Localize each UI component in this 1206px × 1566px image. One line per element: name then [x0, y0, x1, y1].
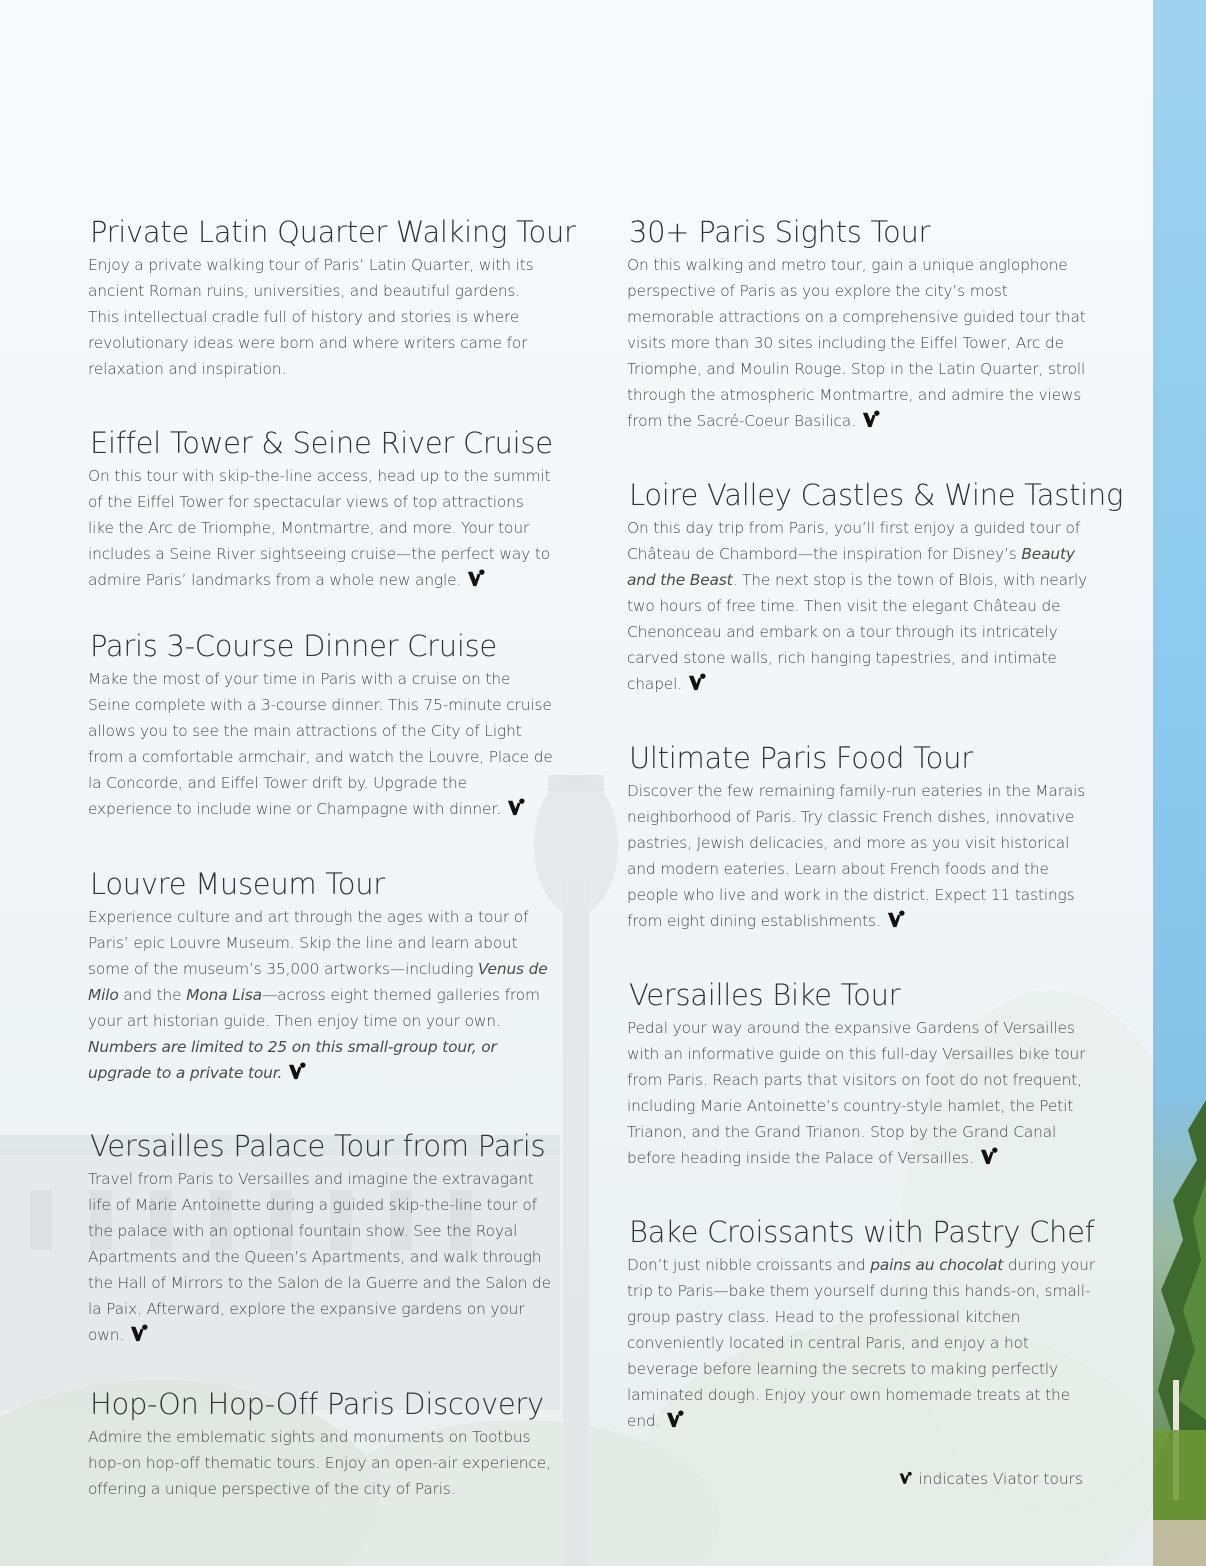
viator-legend [899, 1470, 1083, 1488]
tour-30-paris-sights [627, 212, 1097, 434]
tour-title: Paris 3-Course Dinner Cruise [90, 629, 497, 663]
text-run: Admire the emblematic sights and monuments on Tootbus hop-on hop-off thematic tours. Enjoy an open-air experience, offering a unique perspective of the city of Paris. [88, 1428, 551, 1498]
tour-eiffel-seine [88, 423, 553, 593]
viator-logo-icon [467, 569, 485, 587]
tour-bake-croissants [627, 1212, 1097, 1434]
tour-loire-valley [627, 475, 1124, 697]
tour-description [627, 1015, 1097, 1171]
viator-logo-icon [899, 1471, 912, 1485]
tour-description [88, 1424, 553, 1502]
viator-logo-icon [130, 1324, 148, 1342]
text-run: and the [118, 986, 187, 1004]
photo-strip [1153, 0, 1206, 1566]
tour-title: Private Latin Quarter Walking Tour [90, 215, 576, 249]
text-run: On this tour with skip-the-line access, head up to the summit of the Eiffel Tower for spectacular views of top attractions like the Arc de Triomphe, Montmartre, and more. Your tour includes a Seine River sightseeing cruise—the perfect way to admire Paris’ landmarks from a whole new angle. [88, 467, 551, 589]
text-run: On this walking and metro tour, gain a unique anglophone perspective of Paris as you explore the city’s most memorable attractions on a comprehensive guided tour that visits more than 30 sites including the Eiffel Tower, Arc de Triomphe, and Moulin Rouge. Stop in the Latin Quarter, stroll through the atmospheric Montmartre, and admire the views from the Sacré-Coeur Basilica. [627, 256, 1086, 430]
tour-title: Hop-On Hop-Off Paris Discovery [90, 1387, 544, 1421]
text-run: . The next stop is the town of Blois, with nearly two hours of free time. Then visit the elegant Château de Chenonceau and embark on a tour through its intricately carved stone walls, rich hanging tapestries, and intimate chapel. [627, 571, 1088, 693]
tour-hop-on-hop-off [88, 1384, 553, 1502]
tour-title: Louvre Museum Tour [90, 867, 385, 901]
italic-text: Venus de Milo [88, 960, 548, 1004]
text-run: Don’t just nibble croissants and [627, 1256, 871, 1274]
tour-description [88, 904, 553, 1086]
tour-title: 30+ Paris Sights Tour [629, 215, 931, 249]
italic-text: Mona Lisa [186, 986, 262, 1004]
foliage-image [1153, 0, 1206, 1566]
tour-description [88, 463, 553, 593]
tour-description [88, 1166, 553, 1348]
tour-description [627, 252, 1097, 434]
text-run: Travel from Paris to Versailles and imagine the extravagant life of Marie Antoinette during a guided skip-the-line tour of the palace with an optional fountain show. See the Royal Apartments and the Queen’s Apartments, and walk through the Hall of Mirrors to the Salon de la Guerre and the Salon de la Paix. Afterward, explore the expansive gardens on your own. [88, 1170, 551, 1344]
text-run: Enjoy a private walking tour of Paris’ Latin Quarter, with its ancient Roman ruins, universities, and beautiful gardens. This intellectual cradle full of history and stories is where revolutionary ideas were born and where writers came for relaxation and inspiration. [88, 256, 534, 378]
text-run: Pedal your way around the expansive Gardens of Versailles with an informative guide on this full-day Versailles bike tour from Paris. Reach parts that visitors on foot do not frequent, including Marie Antoinette’s country-style hamlet, the Petit Trianon, and the Grand Trianon. Stop by the Grand Canal before heading inside the Palace of Versailles. [627, 1019, 1086, 1167]
italic-text: pains au chocolat [870, 1256, 1004, 1274]
tour-description [627, 1252, 1097, 1434]
text-run: Experience culture and art through the ages with a tour of Paris’ epic Louvre Museum. Skip the line and learn about some of the museum’s 35,000 artworks—including [88, 908, 529, 978]
tour-description [88, 666, 553, 822]
tour-title: Versailles Bike Tour [629, 978, 901, 1012]
text-run: —across eight themed galleries from your art historian guide. Then enjoy time on your own. [88, 986, 540, 1030]
text-run: during your trip to Paris—bake them yourself during this hands-on, small-group pastry class. Head to the professional kitchen conveniently located in central Paris, and enjoy a hot beverage before learning the secrets to making perfectly laminated dough. Enjoy your own homemade treats at the end. [627, 1256, 1095, 1430]
viator-logo-icon [288, 1062, 306, 1080]
viator-logo-icon [688, 673, 706, 691]
tour-versailles-bike [627, 975, 1097, 1171]
tour-title: Bake Croissants with Pastry Chef [629, 1215, 1095, 1249]
legend-text: indicates Viator tours [918, 1470, 1083, 1488]
viator-logo-icon [666, 1410, 684, 1428]
italic-text: Beauty and the Beast [627, 545, 1075, 589]
text-run: Make the most of your time in Paris with a cruise on the Seine complete with a 3-course dinner. This 75-minute cruise allows you to see the main attractions of the City of Light from a comfortable armchair, and watch the Louvre, Place de la Concorde, and Eiffel Tower drift by. Upgrade the experience to include wine or Champagne with dinner. [88, 670, 553, 818]
tour-louvre [88, 864, 553, 1086]
tour-private-latin-quarter [88, 212, 576, 382]
tour-title: Loire Valley Castles & Wine Tasting [629, 478, 1124, 512]
tour-paris-food [627, 738, 1097, 934]
text-run: On this day trip from Paris, you’ll first enjoy a guided tour of Château de Chambord—the inspiration for Disney’s [627, 519, 1081, 563]
tour-title: Versailles Palace Tour from Paris [90, 1129, 546, 1163]
tour-description [627, 778, 1097, 934]
tour-title: Ultimate Paris Food Tour [629, 741, 973, 775]
tour-title: Eiffel Tower & Seine River Cruise [90, 426, 553, 460]
viator-logo-icon [980, 1147, 998, 1165]
right-column [627, 212, 1124, 1434]
viator-logo-icon [887, 910, 905, 928]
viator-logo-icon [862, 410, 880, 428]
left-column [88, 212, 576, 1502]
tour-description [88, 252, 553, 382]
tour-versailles-palace [88, 1126, 553, 1348]
viator-logo-icon [507, 798, 525, 816]
italic-text: Numbers are limited to 25 on this small-group tour, or upgrade to a private tour. [88, 1038, 497, 1082]
tour-description [627, 515, 1097, 697]
tour-dinner-cruise [88, 626, 553, 822]
text-run: Discover the few remaining family-run eateries in the Marais neighborhood of Paris. Try classic French dishes, innovative pastries, Jewish delicacies, and more as you visit historical and modern eateries. Learn about French foods and the people who live and work in the district. Expect 11 tastings from eight dining establishments. [627, 782, 1086, 930]
